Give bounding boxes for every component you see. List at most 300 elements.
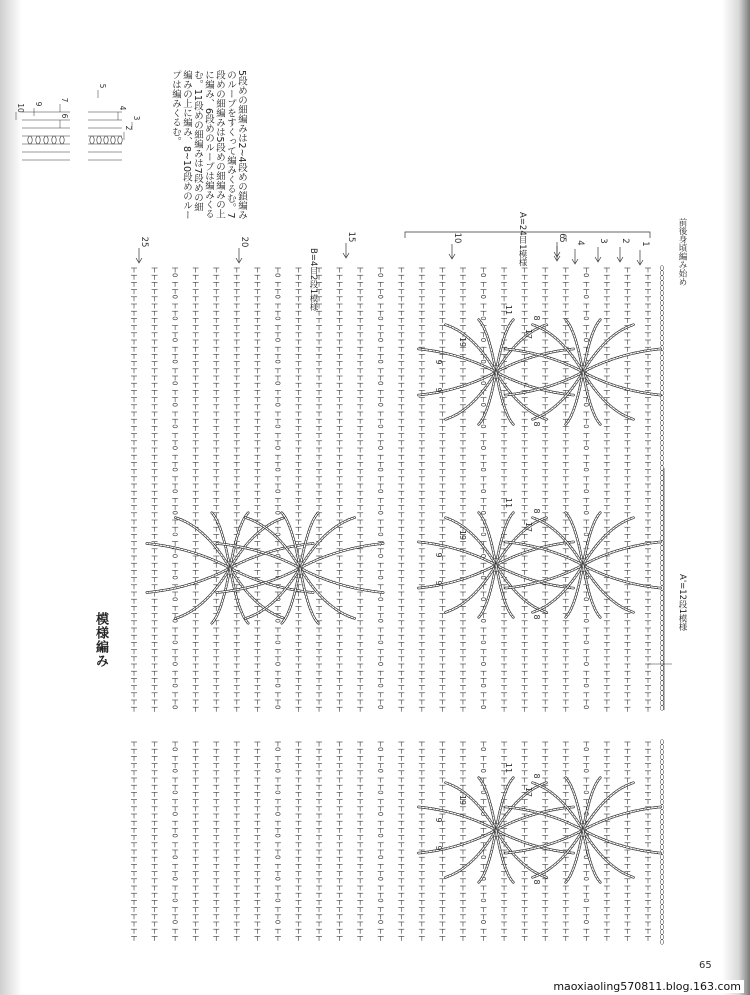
chain-loop xyxy=(496,782,548,830)
edge-chain xyxy=(660,526,663,531)
chain-stitch xyxy=(379,533,383,536)
chain-loop-inner xyxy=(147,568,230,593)
chain-stitch xyxy=(276,619,280,622)
row-number: 15 xyxy=(346,231,356,243)
edge-chain xyxy=(660,626,663,631)
chain-loop-inner xyxy=(444,517,496,565)
chain-stitch xyxy=(584,274,588,277)
chain-loop xyxy=(583,565,635,613)
chain-stitch xyxy=(173,403,177,406)
chain-stitch xyxy=(379,382,383,385)
edge-chain xyxy=(660,416,663,421)
edge-chain xyxy=(660,785,663,790)
edge-chain xyxy=(660,301,663,306)
chain-stitch xyxy=(481,598,485,601)
edge-chain xyxy=(660,765,663,770)
edge-chain xyxy=(660,486,663,491)
mini-chain xyxy=(118,136,122,144)
edge-chain xyxy=(660,606,663,611)
edge-chain xyxy=(660,661,663,666)
loop-label: 9 xyxy=(434,387,443,393)
edge-chain xyxy=(660,870,663,875)
mini-chain xyxy=(104,136,108,144)
chain-loop-inner xyxy=(531,830,583,878)
edge-chain xyxy=(660,646,663,651)
start-label: 前後身頃編み始め xyxy=(677,218,687,286)
edge-chain xyxy=(660,411,663,416)
edge-chain xyxy=(660,396,663,401)
chain-stitch xyxy=(584,468,588,471)
edge-chain xyxy=(660,681,663,686)
edge-chain xyxy=(660,456,663,461)
chain-stitch xyxy=(173,533,177,536)
chain-stitch xyxy=(379,403,383,406)
loop-label: 17 xyxy=(524,521,533,533)
edge-chain xyxy=(660,576,663,581)
chain-loop-inner xyxy=(496,830,548,878)
chain-stitch xyxy=(173,834,177,837)
chain-stitch xyxy=(173,576,177,579)
loop-label: 17 xyxy=(524,328,533,340)
edge-chain xyxy=(660,276,663,281)
chain-stitch xyxy=(481,684,485,687)
chain-loop xyxy=(504,807,583,830)
chain-loop-inner xyxy=(444,830,496,878)
edge-chain xyxy=(660,616,663,621)
chain-stitch xyxy=(584,339,588,342)
chain-stitch xyxy=(173,706,177,709)
chain-stitch xyxy=(276,791,280,794)
mini-chain xyxy=(111,136,115,144)
chain-stitch xyxy=(481,856,485,859)
repeat-label-a2: A'=12段1模様 xyxy=(677,574,687,631)
edge-chain xyxy=(660,815,663,820)
chain-loop xyxy=(417,542,496,565)
loop-label: 8 xyxy=(532,773,541,779)
chain-loop-inner xyxy=(496,372,575,395)
chain-stitch xyxy=(276,706,280,709)
chain-stitch xyxy=(173,339,177,342)
mini-chain xyxy=(60,136,64,144)
row-marker xyxy=(136,237,149,263)
chain-loop-inner xyxy=(583,324,635,372)
chain-loop xyxy=(300,568,383,593)
edge-chain xyxy=(660,516,663,521)
chain-loop xyxy=(583,372,662,395)
edge-chain xyxy=(660,830,663,835)
edge-chain xyxy=(660,701,663,706)
chain-stitch xyxy=(173,619,177,622)
chain-loop xyxy=(444,372,496,420)
mini-chain xyxy=(52,136,56,144)
chain-loop-inner xyxy=(583,807,662,830)
chain-stitch xyxy=(173,813,177,816)
edge-chain xyxy=(660,696,663,701)
chain-stitch xyxy=(481,468,485,471)
edge-chain xyxy=(660,885,663,890)
edge-chain xyxy=(660,775,663,780)
edge-chain xyxy=(660,481,663,486)
chain-stitch xyxy=(173,598,177,601)
edge-chain xyxy=(660,671,663,676)
edge-chain xyxy=(660,546,663,551)
chain-loop xyxy=(496,830,548,878)
edge-chain xyxy=(660,331,663,336)
edge-chain xyxy=(660,446,663,451)
edge-chain xyxy=(660,760,663,765)
chain-stitch xyxy=(584,598,588,601)
chain-stitch xyxy=(379,791,383,794)
mini-row-number: 7 xyxy=(60,97,69,103)
chain-stitch xyxy=(173,856,177,859)
mini-row-number: 6 xyxy=(60,113,69,119)
chain-stitch xyxy=(276,295,280,298)
row-number: 2 xyxy=(620,238,630,244)
chain-loop xyxy=(531,517,583,565)
loop-label: 11 xyxy=(504,762,513,774)
mini-row-number: 5 xyxy=(98,83,107,89)
chain-stitch xyxy=(379,921,383,924)
chain-loop-inner xyxy=(583,830,635,878)
edge-chain xyxy=(660,676,663,681)
chain-stitch xyxy=(276,274,280,277)
edge-chain xyxy=(660,920,663,925)
edge-chain xyxy=(660,656,663,661)
edge-chain xyxy=(660,506,663,511)
chain-stitch xyxy=(379,813,383,816)
edge-chain xyxy=(660,281,663,286)
loop-label: 19 xyxy=(458,529,467,541)
chain-loop xyxy=(496,324,548,372)
loop-label: 9 xyxy=(434,845,443,851)
chain-stitch xyxy=(276,769,280,772)
chain-loop xyxy=(417,372,496,395)
edge-chain xyxy=(660,531,663,536)
chain-stitch xyxy=(173,447,177,450)
chain-stitch xyxy=(173,877,177,880)
edge-chain xyxy=(660,266,663,271)
edge-chain xyxy=(660,351,663,356)
chain-stitch xyxy=(276,490,280,493)
edge-chain xyxy=(660,401,663,406)
chain-stitch xyxy=(173,468,177,471)
loop-label: 9 xyxy=(434,580,443,586)
row-marker xyxy=(554,233,567,257)
edge-chain xyxy=(660,596,663,601)
chain-loop xyxy=(147,568,230,593)
edge-chain xyxy=(660,865,663,870)
chain-stitch xyxy=(584,619,588,622)
chain-stitch xyxy=(481,339,485,342)
row-number: 20 xyxy=(239,236,249,248)
edge-chain xyxy=(660,795,663,800)
loop-motifs xyxy=(147,305,662,885)
chain-stitch xyxy=(379,684,383,687)
edge-chain xyxy=(660,631,663,636)
mini-chain xyxy=(44,136,48,144)
chain-stitch xyxy=(379,598,383,601)
chain-stitch xyxy=(481,295,485,298)
chain-stitch xyxy=(481,274,485,277)
chain-stitch xyxy=(379,856,383,859)
chain-stitch xyxy=(276,856,280,859)
chain-stitch xyxy=(481,317,485,320)
chain-loop xyxy=(496,565,548,613)
watermark: maoxiaoling570811.blog.163.com xyxy=(550,980,744,993)
loop-label: 19 xyxy=(458,336,467,348)
chain-stitch xyxy=(481,360,485,363)
edge-chain xyxy=(660,321,663,326)
chain-loop-inner xyxy=(417,807,496,830)
chain-stitch xyxy=(481,382,485,385)
chain-loop xyxy=(531,830,583,878)
chain-loop-inner xyxy=(417,542,496,565)
edge-chain xyxy=(660,371,663,376)
chain-loop-inner xyxy=(583,517,635,565)
mini-row-number: 4 xyxy=(118,105,127,111)
row-marker xyxy=(637,241,650,265)
chain-loop xyxy=(496,372,548,420)
chain-loop-inner xyxy=(496,807,575,830)
loop-label: 8 xyxy=(532,508,541,514)
chain-stitch xyxy=(379,274,383,277)
mini-row-number: 10 xyxy=(16,103,25,113)
row-marker xyxy=(572,240,585,264)
chain-stitch xyxy=(379,899,383,902)
mini-row-number: 2 xyxy=(124,125,133,131)
edge-chain xyxy=(660,840,663,845)
edge-chain xyxy=(660,311,663,316)
chain-stitch xyxy=(584,447,588,450)
chain-stitch xyxy=(276,641,280,644)
stitch-block xyxy=(131,740,664,945)
edge-chain xyxy=(660,561,663,566)
edge-chain xyxy=(660,740,663,745)
edge-chain xyxy=(660,641,663,646)
edge-chain xyxy=(660,471,663,476)
edge-chain xyxy=(660,431,663,436)
edge-chain xyxy=(660,496,663,501)
chain-stitch xyxy=(173,317,177,320)
chain-loop-inner xyxy=(496,324,548,372)
chain-stitch xyxy=(173,791,177,794)
edge-chain xyxy=(660,770,663,775)
chain-loop-inner xyxy=(583,372,662,395)
mini-row-number: 9 xyxy=(34,101,43,107)
chain-loop-inner xyxy=(583,782,635,830)
row-marker xyxy=(554,237,567,261)
chain-loop xyxy=(531,565,583,613)
edge-chain xyxy=(660,426,663,431)
row-marker xyxy=(449,233,462,259)
chain-stitch xyxy=(276,403,280,406)
chain-stitch xyxy=(481,576,485,579)
chain-loop-inner xyxy=(531,372,583,420)
chain-stitch xyxy=(276,899,280,902)
instruction-note: 5段めの細編みは2~4段めの鎖編みのループをすくって編みくるむ。7段めの細編みは5段めの細編みの上に編み、6段めのループは編みくるむ。11段めの細編みは7段めの細編みの上に編み、8~10段めのループは編みくるむ。 xyxy=(170,70,247,220)
chain-stitch xyxy=(173,425,177,428)
chain-loop xyxy=(444,565,496,613)
chain-stitch xyxy=(584,295,588,298)
chain-stitch xyxy=(276,877,280,880)
chain-stitch xyxy=(584,641,588,644)
edge-chain xyxy=(660,706,663,711)
edge-chain xyxy=(660,925,663,930)
chain-stitch xyxy=(379,447,383,450)
edge-chain xyxy=(660,571,663,576)
edge-chain xyxy=(660,875,663,880)
chain-loop xyxy=(583,782,635,830)
chain-loop xyxy=(583,324,635,372)
row-marker xyxy=(236,237,249,263)
chain-stitch xyxy=(481,899,485,902)
chain-loop-inner xyxy=(444,372,496,420)
chain-stitch xyxy=(584,921,588,924)
chain-loop xyxy=(504,372,583,395)
chain-stitch xyxy=(584,877,588,880)
edge-chain xyxy=(660,291,663,296)
edge-chain xyxy=(660,296,663,301)
chain-loop xyxy=(444,324,496,372)
chain-stitch xyxy=(379,360,383,363)
edge-chain xyxy=(660,556,663,561)
mini-chain xyxy=(90,136,94,144)
edge-chain xyxy=(660,536,663,541)
chain-stitch xyxy=(276,813,280,816)
edge-chain xyxy=(660,940,663,945)
edge-chain xyxy=(660,890,663,895)
loop-label: 11 xyxy=(504,497,513,509)
chain-stitch xyxy=(481,533,485,536)
chain-stitch xyxy=(481,447,485,450)
mini-row-number: 3 xyxy=(132,115,141,121)
edge-chain xyxy=(660,286,663,291)
chain-stitch xyxy=(173,274,177,277)
section-title: 模様編み xyxy=(93,612,108,668)
chain-loop xyxy=(245,518,300,568)
edge-chain xyxy=(660,326,663,331)
chain-stitch xyxy=(379,295,383,298)
chain-stitch xyxy=(584,706,588,709)
chain-loop-inner xyxy=(417,372,496,395)
chain-stitch xyxy=(584,533,588,536)
chain-stitch xyxy=(276,748,280,751)
edge-chain xyxy=(660,855,663,860)
edge-chain xyxy=(660,745,663,750)
chain-stitch xyxy=(481,425,485,428)
edge-chain xyxy=(660,935,663,940)
row-number: 10 xyxy=(452,232,462,244)
chain-loop xyxy=(504,542,583,565)
page-number: 65 xyxy=(699,960,712,971)
chain-stitch xyxy=(379,339,383,342)
chain-stitch xyxy=(276,317,280,320)
edge-chain xyxy=(660,780,663,785)
chain-stitch xyxy=(379,619,383,622)
edge-chain xyxy=(660,930,663,935)
edge-chain xyxy=(660,341,663,346)
edge-chain xyxy=(660,686,663,691)
chain-stitch xyxy=(481,511,485,514)
row-number: 3 xyxy=(598,238,608,244)
chain-loop xyxy=(417,807,496,830)
mini-chain xyxy=(97,136,101,144)
edge-chain xyxy=(660,820,663,825)
chain-stitch xyxy=(481,769,485,772)
chain-stitch xyxy=(481,706,485,709)
chain-loop-inner xyxy=(531,565,583,613)
chain-loop-inner xyxy=(504,372,583,395)
edge-chain xyxy=(660,750,663,755)
chain-stitch xyxy=(481,641,485,644)
edge-chain xyxy=(660,386,663,391)
chain-loop-inner xyxy=(245,518,300,568)
chain-stitch xyxy=(173,490,177,493)
chain-stitch xyxy=(379,663,383,666)
edge-chain xyxy=(660,691,663,696)
chain-stitch xyxy=(276,447,280,450)
row-number: 5 xyxy=(557,237,567,243)
row-number: 4 xyxy=(575,240,585,246)
chain-stitch xyxy=(481,921,485,924)
edge-chain xyxy=(660,905,663,910)
edge-chain xyxy=(660,551,663,556)
chain-loop xyxy=(496,372,575,395)
chain-loop xyxy=(531,782,583,830)
chain-loop-inner xyxy=(583,542,662,565)
edge-chain xyxy=(660,466,663,471)
chain-loop-inner xyxy=(444,565,496,613)
chain-stitch xyxy=(584,791,588,794)
chain-stitch xyxy=(379,490,383,493)
chain-stitch xyxy=(584,899,588,902)
mini-chain xyxy=(36,136,40,144)
chain-loop-inner xyxy=(496,517,548,565)
chain-stitch xyxy=(584,684,588,687)
edge-chain xyxy=(660,621,663,626)
repeat-label-a: A=24目1模様 xyxy=(517,212,527,267)
row-marker xyxy=(617,238,630,262)
edge-chain xyxy=(660,800,663,805)
loop-motif xyxy=(147,513,313,623)
chain-stitch xyxy=(276,834,280,837)
loop-label: 8 xyxy=(532,879,541,885)
edge-chain xyxy=(660,636,663,641)
chain-stitch xyxy=(276,684,280,687)
edge-chain xyxy=(660,825,663,830)
chain-loop xyxy=(444,782,496,830)
chain-loop xyxy=(496,542,575,565)
edge-chain xyxy=(660,361,663,366)
edge-chain xyxy=(660,316,663,321)
chain-stitch xyxy=(481,748,485,751)
edge-chain xyxy=(660,566,663,571)
loop-label: 9 xyxy=(434,817,443,823)
chain-stitch xyxy=(173,555,177,558)
edge-chain xyxy=(660,366,663,371)
chain-loop-inner xyxy=(496,542,575,565)
row-markers xyxy=(136,232,650,265)
chain-loop xyxy=(444,517,496,565)
repeat-label-b: B=4目2段1模様 xyxy=(308,248,318,312)
chain-stitch xyxy=(173,511,177,514)
edge-chain xyxy=(660,511,663,516)
chain-loop xyxy=(583,830,635,878)
row-number: 1 xyxy=(640,241,650,247)
chain-stitch xyxy=(379,425,383,428)
chain-loop xyxy=(583,807,662,830)
chain-loop xyxy=(444,830,496,878)
